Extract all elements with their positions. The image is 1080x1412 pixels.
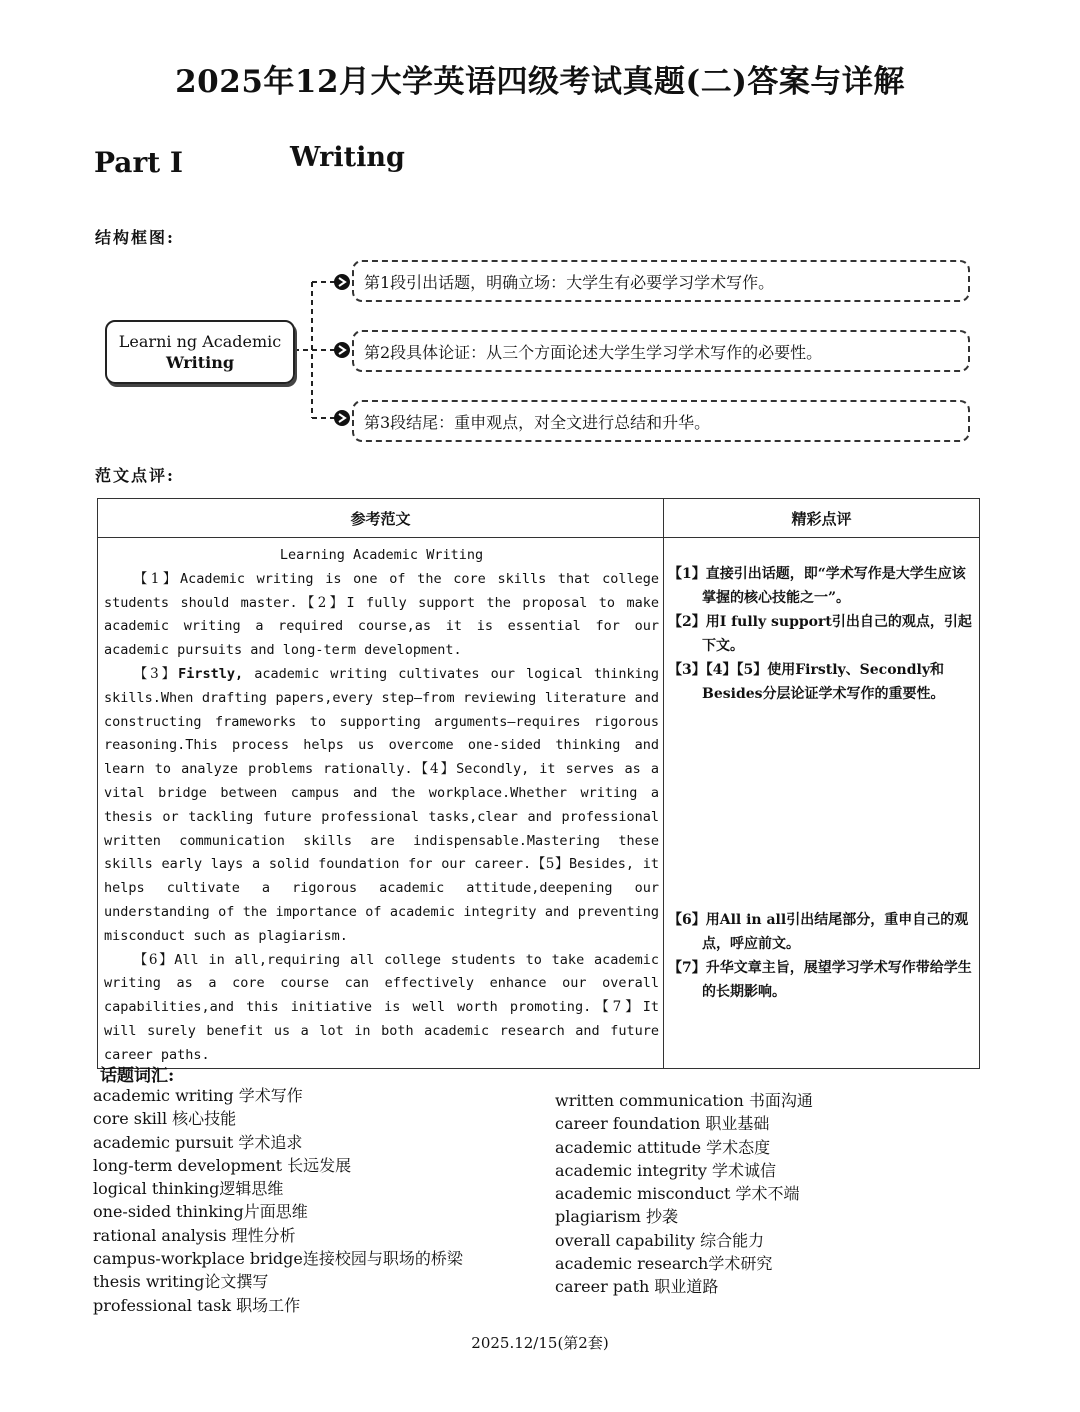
part-name: Writing bbox=[290, 142, 405, 173]
col-header-comment: 精彩点评 bbox=[664, 499, 980, 538]
vocab-item: academic research学术研究 bbox=[555, 1254, 773, 1274]
vocab-item: academic misconduct 学术不端 bbox=[555, 1184, 800, 1204]
vocab-list-right bbox=[555, 1089, 813, 1299]
vocab-label: 话题词汇: bbox=[100, 1066, 175, 1086]
root-node bbox=[105, 320, 295, 384]
vocab-item: career foundation 职业基础 bbox=[555, 1114, 770, 1134]
node-paragraph-1: 第1段引出话题，明确立场：大学生有必要学习学术写作。 bbox=[352, 260, 970, 302]
col-header-essay: 参考范文 bbox=[98, 499, 664, 538]
vocab-item: career path 职业道路 bbox=[555, 1277, 719, 1297]
vocab-item: campus-workplace bridge连接校园与职场的桥梁 bbox=[93, 1249, 463, 1269]
marker-4: 【4】 bbox=[412, 761, 457, 778]
vocab-item: professional task 职场工作 bbox=[93, 1295, 301, 1315]
root-line-2: Writing bbox=[165, 353, 235, 372]
vocab-item: written communication 书面沟通 bbox=[555, 1091, 813, 1110]
comment-2: 【2】用I fully support引出自己的观点，引起下文。 bbox=[668, 614, 972, 654]
comment-3: 【3】【4】【5】使用Firstly、Secondly和Besides分层论证学术写作的重要性。 bbox=[668, 662, 945, 702]
vocab-item: plagiarism 抄袭 bbox=[555, 1207, 679, 1227]
review-label: 范文点评: bbox=[95, 466, 175, 485]
comment-4: 【6】用All in all引出结尾部分，重申自己的观点，呼应前文。 bbox=[668, 912, 969, 952]
comment-cell bbox=[664, 538, 980, 1069]
part-label: Part I bbox=[94, 146, 183, 179]
vocab-item: thesis writing论文撰写 bbox=[93, 1272, 269, 1292]
vocab-item: one-sided thinking片面思维 bbox=[93, 1202, 308, 1222]
vocab-item: academic integrity 学术诚信 bbox=[555, 1160, 776, 1180]
vocab-item: academic writing 学术写作 bbox=[93, 1086, 303, 1105]
essay-paragraph-1: 【1】Academic writing is one of the core skills that college students should master.【2】I fully support the proposal to make academic writing a required course,as it is essential for our academic pursuits and long-term development. bbox=[104, 570, 660, 659]
comment-5: 【7】升华文章主旨，展望学习学术写作带给学生的长期影响。 bbox=[668, 960, 972, 1000]
node-paragraph-2: 第2段具体论证：从三个方面论述大学生学习学术写作的必要性。 bbox=[352, 330, 970, 372]
vocab-item: academic pursuit 学术追求 bbox=[93, 1132, 303, 1152]
node-paragraph-3: 第3段结尾：重申观点，对全文进行总结和升华。 bbox=[352, 400, 970, 442]
root-line-1: Learni ng Academic bbox=[118, 332, 282, 351]
marker-5: 【5】 bbox=[531, 856, 570, 873]
vocab-item: long-term development 长远发展 bbox=[93, 1155, 352, 1175]
vocab-item: academic attitude 学术态度 bbox=[555, 1137, 771, 1157]
vocab-item: core skill 核心技能 bbox=[93, 1109, 237, 1129]
marker-2: 【2】 bbox=[297, 594, 347, 611]
essay-paragraph-3: 【6】All in all,requiring all college students to take academic writing as a core course can effectively enhance our overall capabilities,and this initiative is well worth promoting.【7】It will surely benefit us a lot in both academic research and future career paths. bbox=[104, 951, 660, 1063]
marker-3: 【3】 bbox=[133, 665, 179, 682]
marker-1: 【1】 bbox=[133, 570, 180, 587]
marker-6: 【6】 bbox=[133, 951, 175, 968]
page-footer: 2025.12/15(第2套) bbox=[471, 1334, 609, 1352]
marker-7: 【7】 bbox=[591, 999, 643, 1016]
connector-lines bbox=[290, 270, 360, 430]
vocab-item: logical thinking逻辑思维 bbox=[93, 1179, 284, 1199]
arrow-icon bbox=[334, 274, 350, 290]
structure-label: 结构框图: bbox=[95, 228, 175, 247]
arrow-icon bbox=[334, 410, 350, 426]
vocab-item: rational analysis 理性分析 bbox=[93, 1225, 296, 1245]
essay-paragraph-2: 【3】Firstly, academic writing cultivates our logical thinking skills.When drafting papers,every step—from reviewing literature and constructing frameworks to supporting arguments—requires rigorous reasoning.This process helps us overcome one-sided thinking and learn to analyze problems rationally.【4】Secondly, it serves as a vital bridge between campus and the workplace.Whether writing a thesis or tackling future professional tasks,clear and professional written communication skills are indispensable.Mastering these skills early lays a solid foundation for our career.【5】Besides, it helps cultivate a rigorous academic attitude,deepening our understanding of the importance of academic integrity and preventing misconduct such as plagiarism. bbox=[104, 665, 660, 944]
page-title: 2025年12月大学英语四级考试真题(二)答案与详解 bbox=[175, 64, 905, 100]
vocab-item: overall capability 综合能力 bbox=[555, 1230, 765, 1250]
essay-cell bbox=[98, 538, 664, 1069]
comment-1: 【1】直接引出话题，即“学术写作是大学生应该掌握的核心技能之一”。 bbox=[668, 566, 966, 606]
arrow-icon bbox=[334, 342, 350, 358]
vocab-list-left bbox=[93, 1084, 463, 1317]
essay-title: Learning Academic Writing bbox=[279, 547, 484, 563]
review-table bbox=[97, 498, 980, 1069]
